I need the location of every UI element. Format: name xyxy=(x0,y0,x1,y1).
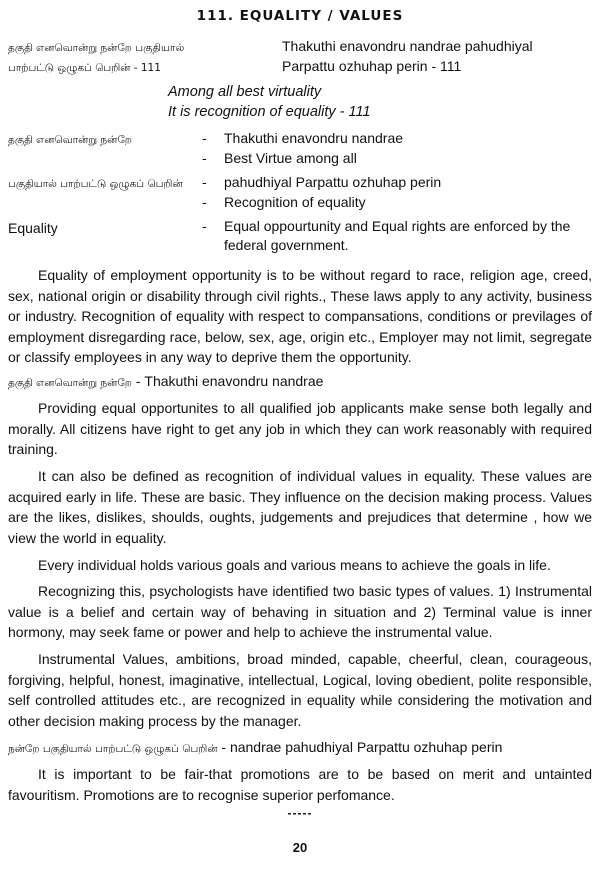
paragraph-7: It is important to be fair-that promotions are to be based on merit and untainted favouritism. Promotions are to recognise superior perfomance. xyxy=(8,766,592,803)
page-number: 20 xyxy=(292,840,308,855)
glossary-desc-2: Best Virtue among all xyxy=(224,150,357,166)
glossary-label-3: பகுதியால் பாற்பட்டு ஒழுகப் பெறின் xyxy=(8,178,183,190)
subheading-1 xyxy=(8,373,323,390)
translation-line-2: It is recognition of equality - 111 xyxy=(168,104,371,120)
couplet-translit-line-1: Thakuthi enavondru nandrae pahudhiyal xyxy=(282,38,533,54)
subheading-1-text: - Thakuthi enavondru nandrae xyxy=(131,373,324,389)
subheading-1-tamil: தகுதி எனவொன்று நன்றே xyxy=(8,377,132,389)
glossary-desc-1: Thakuthi enavondru nandrae xyxy=(224,130,404,146)
paragraph-4: Every individual holds various goals and various means to achieve the goals in life. xyxy=(38,557,551,573)
paragraph-1: Equality of employment opportunity is to be without regard to race, religion age, creed, sex, national origin or disability through civil rights., These laws apply to any activity, business or industry. Recognition of equality with respect to compansations, conditions or previlages of employment disregarding race, below, sex, age, origin etc., Employer may not limit, segregate or classify employees in any way to deprive them the opportunity. xyxy=(8,267,592,365)
glossary-dash-2: - xyxy=(202,150,207,166)
couplet-tamil-line-2: பாற்பட்டு ஒழுகப் பெறின் - 111 xyxy=(8,62,161,74)
glossary-desc-3: pahudhiyal Parpattu ozhuhap perin xyxy=(224,174,442,190)
subheading-2 xyxy=(8,739,502,756)
glossary-desc-4: Recognition of equality xyxy=(224,194,366,210)
couplet-tamil-line-1: தகுதி எனவொன்று நன்றே பகுதியால் xyxy=(8,42,185,54)
glossary-label-1: தகுதி எனவொன்று நன்றே xyxy=(8,134,132,146)
paragraph-3: It can also be defined as recognition of individual values in equality. These values are acquired early in life. These are basic. They influence on the decision making process. Values are the likes, dislikes, shoulds, oughts, judgements and prejudices that determine , how we view the world in equality. xyxy=(8,468,592,546)
paragraph-2: Providing equal opportunites to all qualified job applicants make sense both legally and morally. All citizens have right to get any job in which they can work reasonably with required training. xyxy=(8,400,592,457)
glossary-dash-5: - xyxy=(202,218,207,234)
paragraph-6: Instrumental Values, ambitions, broad minded, capable, cheerful, clean, courageous, forgiving, helpful, honest, imaginative, intellectual, Logical, loving obedient, polite responsible, self controlled attitudes etc., are recognized in equality while considering the motivation and other decision making process by the manager. xyxy=(8,651,592,729)
subheading-2-tamil: நன்றே பகுதியால் பாற்பட்டு ஒழுகப் பெறின் xyxy=(8,743,218,755)
couplet-translit-line-2: Parpattu ozhuhap perin - 111 xyxy=(282,58,462,74)
glossary-desc-5: Equal oppourtunity and Equal rights are enforced by the federal government. xyxy=(224,218,571,253)
section-separator: ----- xyxy=(287,806,313,820)
glossary-dash-1: - xyxy=(202,130,207,146)
translation-line-1: Among all best virtuality xyxy=(168,84,322,100)
paragraph-5: Recognizing this, psychologists have identified two basic types of values. 1) Instrumental value is a belief and certain way of behaving in situation and 2) Terminal value is inner hormony, may seek fame or power and help to achieve the instrumental value. xyxy=(8,583,592,640)
glossary-label-5: Equality xyxy=(8,220,58,236)
glossary-dash-4: - xyxy=(202,194,207,210)
glossary-dash-3: - xyxy=(202,174,207,190)
subheading-2-text: - nandrae pahudhiyal Parpattu ozhuhap perin xyxy=(217,739,503,755)
page-title: 111. EQUALITY / VALUES xyxy=(196,8,404,24)
